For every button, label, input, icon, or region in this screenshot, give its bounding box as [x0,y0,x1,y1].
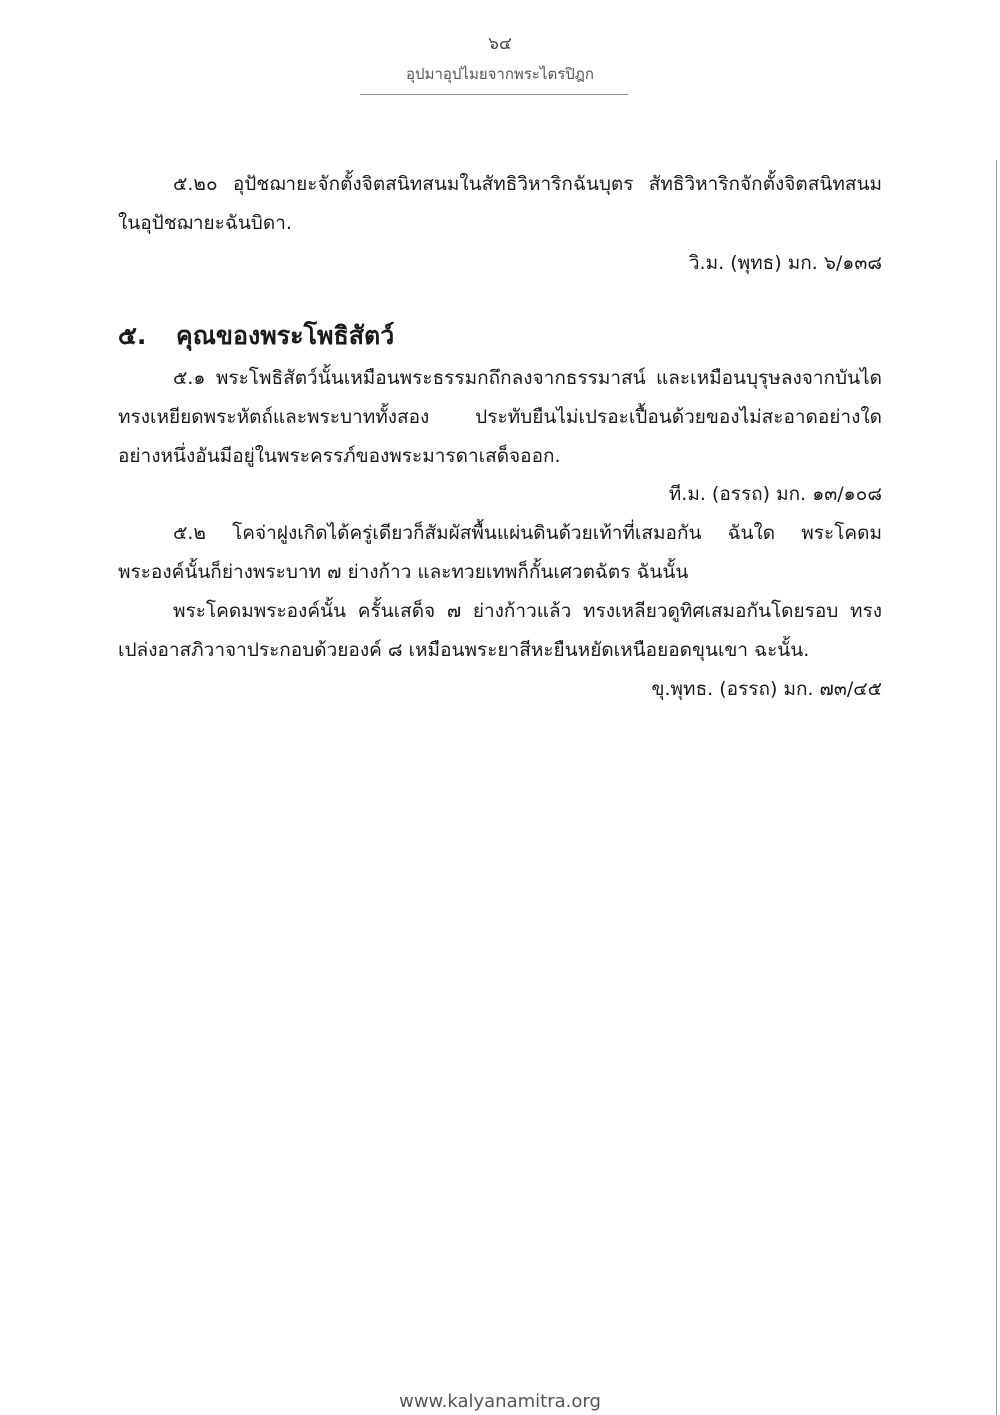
reference-5-20: วิ.ม. (พุทธ) มก. ๖/๑๓๘ [688,252,882,274]
page-edge-line [996,160,997,1415]
paragraph-5-1: ๕.๑ พระโพธิสัตว์นั้นเหมือนพระธรรมกถึกลงจากธรรมาสน์ และเหมือนบุรุษลงจากบันไดทรงเหยียดพระหัตถ์และพระบาททั้งสอง ประทับยืนไม่เปรอะเปื้อนด้วยของไม่สะอาดอย่างใดอย่างหนึ่งอันมีอยู่ในพระครรภ์ของพระมารดาเสด็จออก. [118,367,882,467]
paragraph-5-2: ๕.๒ โคจ่าฝูงเกิดได้ครู่เดียวก็สัมผัสพื้นแผ่นดินด้วยเท้าที่เสมอกัน ฉันใด พระโคดมพระองค์นั้นก็ย่างพระบาท ๗ ย่างก้าว และทวยเทพก็กั้นเศวตฉัตร ฉันนั้น [118,522,882,583]
section-heading [118,316,394,356]
header-divider [360,94,628,95]
footer-website: www.kalyanamitra.org [399,1391,601,1412]
reference-5-1: ที.ม. (อรรถ) มก. ๑๓/๑๐๘ [668,483,882,505]
paragraph-5-20: ๕.๒๐ อุปัชฌายะจักตั้งจิตสนิทสนมในสัทธิวิหาริกฉันบุตร สัทธิวิหาริกจักตั้งจิตสนิทสนมในอุปัชฌายะฉันบิดา. [118,173,882,234]
reference-5-2: ขุ.พุทธ. (อรรถ) มก. ๗๓/๔๕ [651,678,882,700]
page-number: ๖๔ [488,34,512,54]
paragraph-5-2-continued: พระโคดมพระองค์นั้น ครั้นเสด็จ ๗ ย่างก้าวแล้ว ทรงเหลียวดูทิศเสมอกันโดยรอบ ทรงเปล่งอาสภิวาจาประกอบด้วยองค์ ๘ เหมือนพระยาสีหะยืนหยัดเหนือยอดขุนเขา ฉะนั้น. [118,600,882,661]
section-title: คุณของพระโพธิสัตว์ [176,321,395,350]
section-number: ๕. [118,321,147,350]
book-title: อุปมาอุปไมยจากพระไตรปิฎก [406,65,594,83]
